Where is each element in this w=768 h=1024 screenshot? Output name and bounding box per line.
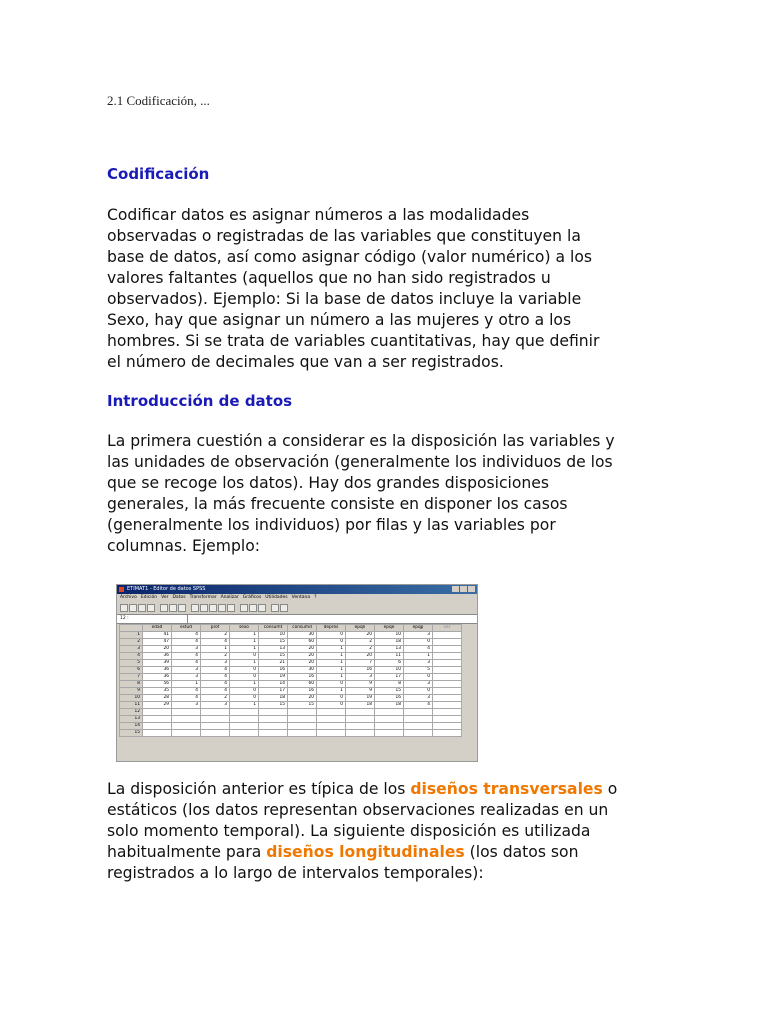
grid-cell: 15 — [259, 639, 288, 646]
grid-column-header: var — [433, 625, 462, 632]
text-segment: observados). Ejemplo: Si la base de datos incluye la variable — [107, 290, 582, 308]
grid-cell — [259, 723, 288, 730]
grid-cell — [317, 723, 346, 730]
grid-cell: 15 — [288, 702, 317, 709]
grid-cell: 0 — [317, 702, 346, 709]
save-icon — [129, 604, 137, 612]
grid-cell: 4 — [172, 660, 201, 667]
spss-menu-item: Archivo — [120, 595, 137, 600]
grid-cell: 16 — [375, 695, 404, 702]
grid-cell — [201, 723, 230, 730]
grid-cell: 15 — [375, 688, 404, 695]
grid-column-header: consumt — [259, 625, 288, 632]
select-cases-icon — [258, 604, 266, 612]
text-line — [107, 536, 672, 557]
insert-case-icon — [218, 604, 226, 612]
grid-cell: 16 — [259, 667, 288, 674]
grid-cell — [143, 723, 172, 730]
grid-cell — [230, 716, 259, 723]
spss-menu-item: Utilidades — [265, 595, 288, 600]
spss-menu-item: Gráficos — [242, 595, 262, 600]
grid-cell: 16 — [288, 688, 317, 695]
grid-row — [120, 723, 462, 730]
grid-row — [120, 660, 462, 667]
grid-cell: 36 — [143, 653, 172, 660]
spss-menu-item: Datos — [172, 595, 186, 600]
grid-cell — [288, 730, 317, 737]
grid-cell: 20 — [346, 632, 375, 639]
text-segment: las unidades de observación (generalmente los individuos de los — [107, 453, 613, 471]
spss-window-title: ETIMAT1 - Editor de datos SPSS — [127, 586, 206, 592]
spss-data-grid — [119, 624, 462, 737]
grid-cell: 3 — [404, 681, 433, 688]
grid-cell: 19 — [346, 695, 375, 702]
grid-cell — [288, 709, 317, 716]
grid-cell — [143, 709, 172, 716]
grid-cell — [404, 709, 433, 716]
insert-variable-icon — [227, 604, 235, 612]
grid-cell: 19 — [259, 674, 288, 681]
grid-cell: 0 — [317, 681, 346, 688]
grid-cell — [433, 646, 462, 653]
spss-menu-item: Analizar — [220, 595, 239, 600]
grid-cell: 0 — [404, 688, 433, 695]
cell-reference: 12 : — [120, 616, 129, 621]
open-icon — [120, 604, 128, 612]
text-segment: habitualmente para — [107, 843, 267, 861]
grid-cell: 0 — [317, 632, 346, 639]
grid-cell: 1 — [230, 660, 259, 667]
text-line — [107, 452, 672, 473]
grid-row — [120, 695, 462, 702]
grid-cell: 15 — [259, 702, 288, 709]
grid-cell: 1 — [230, 639, 259, 646]
grid-cell — [346, 709, 375, 716]
grid-cell: 0 — [317, 639, 346, 646]
grid-cell: 0 — [317, 695, 346, 702]
grid-cell — [346, 730, 375, 737]
grid-cell — [317, 730, 346, 737]
grid-cell: 1 — [230, 646, 259, 653]
grid-row — [120, 632, 462, 639]
dialog-recall-icon — [147, 604, 155, 612]
grid-row-number: 6 — [120, 667, 143, 674]
grid-cell: 11 — [375, 653, 404, 660]
spss-menu-item: Edición — [140, 595, 158, 600]
grid-cell: 1 — [404, 653, 433, 660]
grid-cell: 18 — [375, 702, 404, 709]
grid-cell: 1 — [172, 681, 201, 688]
grid-cell: 7 — [346, 660, 375, 667]
grid-cell — [317, 709, 346, 716]
grid-cell: 16 — [346, 667, 375, 674]
grid-row-number: 5 — [120, 660, 143, 667]
grid-cell — [433, 667, 462, 674]
variables-icon — [200, 604, 208, 612]
grid-row-number: 13 — [120, 716, 143, 723]
grid-cell: 1 — [201, 646, 230, 653]
text-segment: que se recoge los datos). Hay dos grandes disposiciones — [107, 474, 550, 492]
grid-cell — [172, 723, 201, 730]
text-segment: el número de decimales que van a ser registrados. — [107, 353, 504, 371]
text-line — [107, 515, 672, 536]
spss-menubar — [117, 594, 477, 602]
value-labels-icon — [271, 604, 279, 612]
grid-cell: 47 — [143, 639, 172, 646]
running-head: 2.1 Codificación, ... — [107, 93, 210, 108]
grid-row — [120, 639, 462, 646]
grid-cell: 3 — [346, 674, 375, 681]
grid-row — [120, 702, 462, 709]
grid-row-number: 7 — [120, 674, 143, 681]
grid-cell: 1 — [317, 674, 346, 681]
grid-row-number: 8 — [120, 681, 143, 688]
grid-cell: 1 — [230, 632, 259, 639]
grid-cell: 41 — [143, 632, 172, 639]
window-control-buttons — [452, 586, 475, 592]
text-segment: (los datos son — [464, 843, 579, 861]
grid-cell — [375, 723, 404, 730]
grid-cell — [288, 716, 317, 723]
grid-cell: 4 — [201, 674, 230, 681]
grid-row — [120, 646, 462, 653]
grid-cell: 1 — [317, 667, 346, 674]
grid-row — [120, 709, 462, 716]
grid-cell — [172, 730, 201, 737]
grid-row-number: 9 — [120, 688, 143, 695]
grid-row — [120, 716, 462, 723]
grid-cell — [433, 639, 462, 646]
grid-row-number: 15 — [120, 730, 143, 737]
weight-cases-icon — [249, 604, 257, 612]
grid-cell — [230, 723, 259, 730]
spss-cell-editor-bar — [117, 614, 477, 624]
grid-cell — [433, 709, 462, 716]
grid-corner — [120, 625, 143, 632]
grid-row — [120, 688, 462, 695]
grid-cell: 60 — [288, 639, 317, 646]
grid-cell — [433, 702, 462, 709]
grid-cell: 2 — [346, 646, 375, 653]
grid-cell: 4 — [172, 632, 201, 639]
grid-row-number: 11 — [120, 702, 143, 709]
grid-cell — [201, 716, 230, 723]
grid-cell: 2 — [201, 695, 230, 702]
grid-cell: 3 — [172, 646, 201, 653]
text-line — [107, 863, 672, 884]
text-segment: generales, la más frecuente consiste en disponer los casos — [107, 495, 568, 513]
grid-cell: 18 — [346, 702, 375, 709]
grid-cell: 3 — [404, 695, 433, 702]
redo-icon — [169, 604, 177, 612]
text-segment: La disposición anterior es típica de los — [107, 780, 411, 798]
grid-row-number: 4 — [120, 653, 143, 660]
grid-cell: 0 — [404, 639, 433, 646]
grid-cell: 1 — [230, 702, 259, 709]
grid-column-header: prof — [201, 625, 230, 632]
grid-cell: 17 — [375, 674, 404, 681]
grid-column-header: depres — [317, 625, 346, 632]
spss-titlebar — [117, 585, 477, 594]
grid-cell: 0 — [230, 667, 259, 674]
text-segment: o — [602, 780, 618, 798]
grid-cell: 3 — [172, 702, 201, 709]
use-sets-icon — [280, 604, 288, 612]
grid-cell: 1 — [230, 681, 259, 688]
text-segment: columnas. Ejemplo: — [107, 537, 260, 555]
grid-cell: 18 — [259, 695, 288, 702]
grid-column-header: sexo — [230, 625, 259, 632]
grid-cell — [230, 730, 259, 737]
grid-cell: 3 — [201, 660, 230, 667]
grid-row-number: 14 — [120, 723, 143, 730]
text-segment: estáticos (los datos representan observaciones realizadas en un — [107, 801, 609, 819]
grid-cell — [433, 730, 462, 737]
grid-cell — [433, 660, 462, 667]
grid-cell: 3 — [172, 667, 201, 674]
grid-cell — [201, 730, 230, 737]
grid-cell — [375, 709, 404, 716]
grid-cell: 0 — [230, 688, 259, 695]
grid-cell — [433, 674, 462, 681]
grid-cell: 4 — [404, 646, 433, 653]
grid-cell: 20 — [288, 660, 317, 667]
grid-row — [120, 653, 462, 660]
grid-column-header: epqe — [375, 625, 404, 632]
grid-cell: 4 — [201, 667, 230, 674]
text-line — [107, 310, 672, 331]
grid-cell: 60 — [288, 681, 317, 688]
grid-cell: 9 — [346, 688, 375, 695]
grid-cell — [143, 716, 172, 723]
grid-cell: 0 — [404, 674, 433, 681]
grid-cell: 3 — [404, 660, 433, 667]
spss-menu-item: Ventana — [291, 595, 311, 600]
grid-cell — [433, 695, 462, 702]
grid-cell: 18 — [375, 639, 404, 646]
grid-cell: 39 — [143, 660, 172, 667]
grid-cell: 30 — [288, 632, 317, 639]
spss-data-editor-screenshot — [116, 584, 478, 762]
grid-cell — [433, 716, 462, 723]
text-segment: solo momento temporal). La siguiente disposición es utilizada — [107, 822, 591, 840]
text-line — [107, 268, 672, 289]
grid-cell: 0 — [230, 695, 259, 702]
grid-cell: 13 — [259, 646, 288, 653]
highlighted-term: diseños transversales — [410, 780, 603, 798]
grid-column-header: edad — [143, 625, 172, 632]
grid-cell: 4 — [201, 639, 230, 646]
grid-row — [120, 681, 462, 688]
text-segment: Sexo, hay que asignar un número a las mujeres y otro a los — [107, 311, 572, 329]
grid-cell — [375, 730, 404, 737]
text-segment: valores faltantes (aquellos que no han sido registrados u — [107, 269, 551, 287]
grid-column-header: estud — [172, 625, 201, 632]
text-line — [107, 779, 672, 800]
grid-cell: 21 — [259, 660, 288, 667]
grid-row — [120, 667, 462, 674]
spss-app-icon — [119, 587, 124, 592]
section-title-introduccion: Introducción de datos — [107, 392, 293, 410]
grid-cell: 30 — [288, 667, 317, 674]
grid-cell — [375, 716, 404, 723]
text-segment: base de datos, así como asignar código (valor numérico) a los — [107, 248, 593, 266]
grid-cell — [404, 716, 433, 723]
grid-cell: 20 — [288, 646, 317, 653]
grid-cell: 4 — [201, 681, 230, 688]
grid-column-header: epqp — [404, 625, 433, 632]
text-line — [107, 431, 672, 452]
grid-cell: 5 — [404, 667, 433, 674]
grid-cell — [433, 723, 462, 730]
grid-cell — [230, 709, 259, 716]
print-icon — [138, 604, 146, 612]
text-segment: hombres. Si se trata de variables cuantitativas, hay que definir — [107, 332, 600, 350]
highlighted-term: diseños longitudinales — [266, 843, 465, 861]
grid-cell: 36 — [143, 667, 172, 674]
grid-cell — [172, 716, 201, 723]
text-line — [107, 247, 672, 268]
grid-row-number: 2 — [120, 639, 143, 646]
grid-cell: 10 — [259, 632, 288, 639]
grid-cell — [201, 709, 230, 716]
spss-toolbar — [117, 602, 477, 614]
cell-value-box — [187, 615, 468, 623]
grid-cell — [433, 653, 462, 660]
grid-cell — [404, 723, 433, 730]
grid-cell: 0 — [230, 653, 259, 660]
grid-cell: 4 — [172, 688, 201, 695]
text-segment: Codificar datos es asignar números a las modalidades — [107, 206, 530, 224]
paragraph-introduccion — [107, 431, 672, 557]
grid-cell: 28 — [143, 695, 172, 702]
find-icon — [209, 604, 217, 612]
grid-cell — [346, 716, 375, 723]
grid-cell: 1 — [317, 646, 346, 653]
grid-cell: 4 — [172, 653, 201, 660]
grid-cell: 4 — [172, 639, 201, 646]
grid-cell: 2 — [201, 632, 230, 639]
text-segment: registrados a lo largo de intervalos temporales): — [107, 864, 484, 882]
grid-cell: 10 — [375, 632, 404, 639]
grid-row-number: 10 — [120, 695, 143, 702]
text-line — [107, 226, 672, 247]
text-line — [107, 352, 672, 373]
split-file-icon — [240, 604, 248, 612]
spss-menu-item: Ver — [161, 595, 169, 600]
grid-cell: 1 — [317, 660, 346, 667]
text-line — [107, 205, 672, 226]
text-line — [107, 821, 672, 842]
grid-cell: 6 — [375, 660, 404, 667]
grid-cell: 36 — [143, 674, 172, 681]
grid-cell: 1 — [317, 653, 346, 660]
grid-cell: 4 — [201, 688, 230, 695]
grid-cell: 3 — [201, 702, 230, 709]
grid-cell: 35 — [143, 688, 172, 695]
text-segment: (generalmente los individuos) por filas y las variables por — [107, 516, 556, 534]
grid-row-number: 3 — [120, 646, 143, 653]
grid-row-number: 1 — [120, 632, 143, 639]
grid-cell: 1 — [317, 688, 346, 695]
grid-cell — [317, 716, 346, 723]
grid-cell: 29 — [143, 702, 172, 709]
grid-cell: 4 — [404, 702, 433, 709]
grid-cell: 3 — [172, 674, 201, 681]
text-line — [107, 289, 672, 310]
grid-column-header: epqn — [346, 625, 375, 632]
text-line — [107, 842, 672, 863]
grid-cell: 14 — [259, 681, 288, 688]
spss-menu-item: ? — [314, 595, 317, 600]
grid-cell: 20 — [288, 695, 317, 702]
grid-cell: 20 — [346, 653, 375, 660]
grid-cell: 8 — [375, 681, 404, 688]
grid-cell: 56 — [143, 681, 172, 688]
paragraph-codificacion — [107, 205, 672, 373]
grid-cell: 9 — [346, 681, 375, 688]
goto-case-icon — [191, 604, 199, 612]
grid-cell — [404, 730, 433, 737]
grid-column-header: consumd — [288, 625, 317, 632]
grid-cell: 15 — [259, 653, 288, 660]
grid-cell — [433, 681, 462, 688]
text-line — [107, 331, 672, 352]
grid-cell — [172, 709, 201, 716]
grid-cell: 4 — [172, 695, 201, 702]
text-segment: observadas o registradas de las variables que constituyen la — [107, 227, 581, 245]
section-title-codificacion: Codificación — [107, 165, 210, 183]
text-segment: La primera cuestión a considerar es la disposición las variables y — [107, 432, 615, 450]
grid-cell: 2 — [201, 653, 230, 660]
grid-cell: 17 — [259, 688, 288, 695]
grid-cell: 16 — [288, 674, 317, 681]
grid-cell: 13 — [375, 646, 404, 653]
grid-cell: 20 — [143, 646, 172, 653]
text-line — [107, 473, 672, 494]
grid-cell: 20 — [288, 653, 317, 660]
grid-cell: 0 — [230, 674, 259, 681]
grid-cell — [259, 709, 288, 716]
grid-row-number: 12 — [120, 709, 143, 716]
goto-chart-icon — [178, 604, 186, 612]
grid-cell — [433, 688, 462, 695]
text-line — [107, 800, 672, 821]
paragraph-disposicion — [107, 779, 672, 884]
undo-icon — [160, 604, 168, 612]
grid-cell — [259, 716, 288, 723]
grid-cell: 10 — [375, 667, 404, 674]
grid-cell: 3 — [404, 632, 433, 639]
grid-cell — [288, 723, 317, 730]
grid-cell — [259, 730, 288, 737]
grid-row — [120, 730, 462, 737]
grid-cell — [346, 723, 375, 730]
grid-cell — [143, 730, 172, 737]
grid-cell — [433, 632, 462, 639]
text-line — [107, 494, 672, 515]
grid-row — [120, 674, 462, 681]
spss-menu-item: Transformar — [189, 595, 217, 600]
grid-cell: 2 — [346, 639, 375, 646]
